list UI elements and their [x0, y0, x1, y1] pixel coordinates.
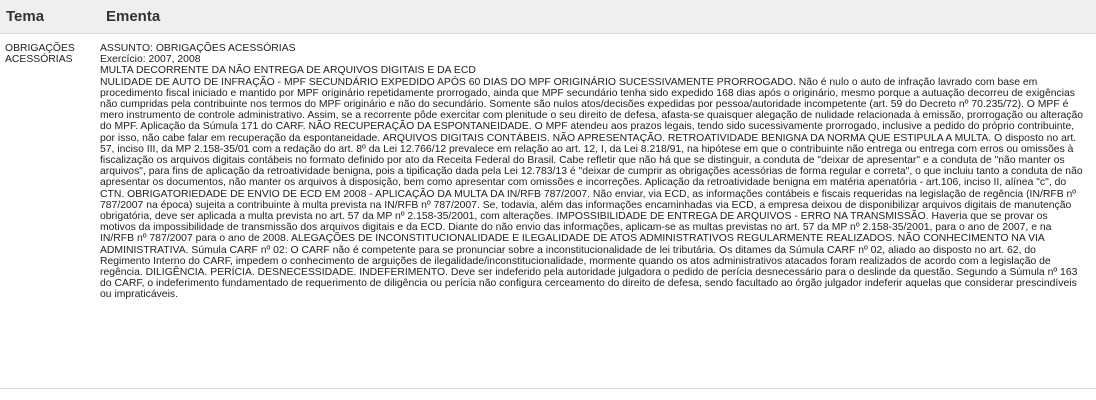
header-tema: Tema — [6, 8, 45, 25]
ementa-multa-heading: MULTA DECORRENTE DA NÃO ENTREGA DE ARQUIVOS DIGITAIS E DA ECD — [100, 65, 476, 77]
tema-cell — [0, 43, 100, 388]
table-row — [0, 34, 1096, 389]
ementa-assunto: ASSUNTO: OBRIGAÇÕES ACESSÓRIAS — [100, 43, 296, 54]
tema-line-2: ACESSÓRIAS — [5, 54, 73, 66]
header-ementa: Ementa — [106, 8, 161, 25]
ementa-cell — [100, 43, 1086, 388]
ementa-body: NULIDADE DE AUTO DE INFRAÇÃO - MPF SECUNDÁRIO EXPEDIDO APÓS 60 DIAS DO MPF ORIGINÁRIO SUCESSIVAMENTE PRORROGADO. Não é nulo o auto de infração lavrado com base em procedimento fiscal iniciado e mantido por MPF originário repetidamente prorrogado, ainda que MPF secundário tenha sido expedido 168 dias após o originário, mesmo porque a autuação decorreu de exigências não cumpridas pela contribuinte nos termos do MPF originário e não do secundário. Somente são nulos atos/decisões expedidas por pessoa/autoridade incompetente (art. 59 do Decreto nº 70.235/72). O MPF é mero instrumento de controle administrativo. Assim, se a recorrente pôde exercitar com plenitude o seu direito de defesa, afasta-se quaisquer alegação de nulidade relacionada à emissão, prorrogação ou alteração do MPF. Aplicação da Súmula 171 do CARF. NÃO RECUPERAÇÃO DA ESPONTANEIDADE. O MPF atendeu aos prazos legais, tendo sido sucessivamente prorrogado, inclusive a pedido do próprio contribuinte, por isso, não cabe falar em recuperação da espontaneidade. ARQUIVOS DIGITAIS CONTÁBEIS. NÃO APRESENTAÇÃO. RETROATIVIDADE BENIGNA DA NORMA QUE ESTIPULA A MULTA. O disposto no art. 57, inciso III, da MP 2.158-35/01 com a redação do art. 8º da Lei 12.766/12 prevalece em relação ao art. 12, I, da Lei 8.218/91, na hipótese em que o contribuinte não entrega ou entrega com erros ou omissões à fiscalização os arquivos digitais contábeis no formato definido por ato da Receita Federal do Brasil. Cabe refletir que não há que se distinguir, a conduta de "deixar de apresentar" e a conduta de "não manter os arquivos", para fins de aplicação da retroatividade benigna, pois a tipificação dada pela Lei 12.783/13 é "deixar de cumprir as obrigações acessórias de forma regular e correta", o que incluiu tanto a conduta de não apresentar os documentos, não manter os arquivos à disposição, bem como apresentar com omissões e incorreções. Aplicação da retroatividade benigna em matéria apenatória - art.106, inciso II, alínea "c", do CTN. OBRIGATORIEDADE DE ENVIO DE ECD EM 2008 - APLICAÇÃO DA MULTA DA IN/RFB 787/2007. Não enviar, via ECD, as informações contábeis e fiscais requeridas na legislação de regência (IN/RFB nº 787/2007 na época) sujeita a contribuinte à multa prevista na IN/RFB nº 787/2007. Se, todavia, além das informações encaminhadas via ECD, a empresa deixou de disponibilizar arquivos digitais de manutenção obrigatória, deve ser aplicada a multa prevista no art. 57 da MP nº 2.158-35/2001, com alterações. IMPOSSIBILIDADE DE ENTREGA DE ARQUIVOS - ERRO NA TRANSMISSÃO. Haveria que se provar os motivos da impossibilidade de transmissão dos arquivos digitais e da ECD. Diante do não envio das informações, aplicam-se as multas previstas no art. 57 da MP nº 2.158-35/2001, para o ano de 2007, e na IN/RFB nº 787/2007 para o ano de 2008. ALEGAÇÕES DE INCONSTITUCIONALIDADE E ILEGALIDADE DE ATOS ADMINISTRATIVOS REGULARMENTE REALIZADOS. NÃO CONHECIMENTO NA VIA ADMINISTRATIVA. Súmula CARF nº 02: O CARF não é competente para se pronunciar sobre a inconstitucionalidade de lei tributária. Os ditames da Súmula CARF nº 02, aliado ao disposto no art. 62, do Regimento Interno do CARF, impedem o conhecimento de arguições de ilegalidade/inconstitucionalidade, mormente quando os atos administrativos atacados foram realizados de acordo com a legislação de regência. DILIGÊNCIA. PERÍCIA. DESNECESSIDADE. INDEFERIMENTO. Deve ser indeferido pela autoridade julgadora o pedido de perícia desnecessário para o deslinde da questão. Segundo a Súmula nº 163 do CARF, o indeferimento fundamentado de requerimento de diligência ou perícia não configura cerceamento do direito de defesa, sendo facultado ao órgão julgador indeferir aquelas que considerar prescindíveis ou impraticáveis. — [100, 76, 1084, 301]
table-header — [0, 0, 1096, 34]
ementa-exercicio: Exercício: 2007, 2008 — [100, 54, 201, 66]
tema-line-1: OBRIGAÇÕES — [5, 43, 75, 54]
